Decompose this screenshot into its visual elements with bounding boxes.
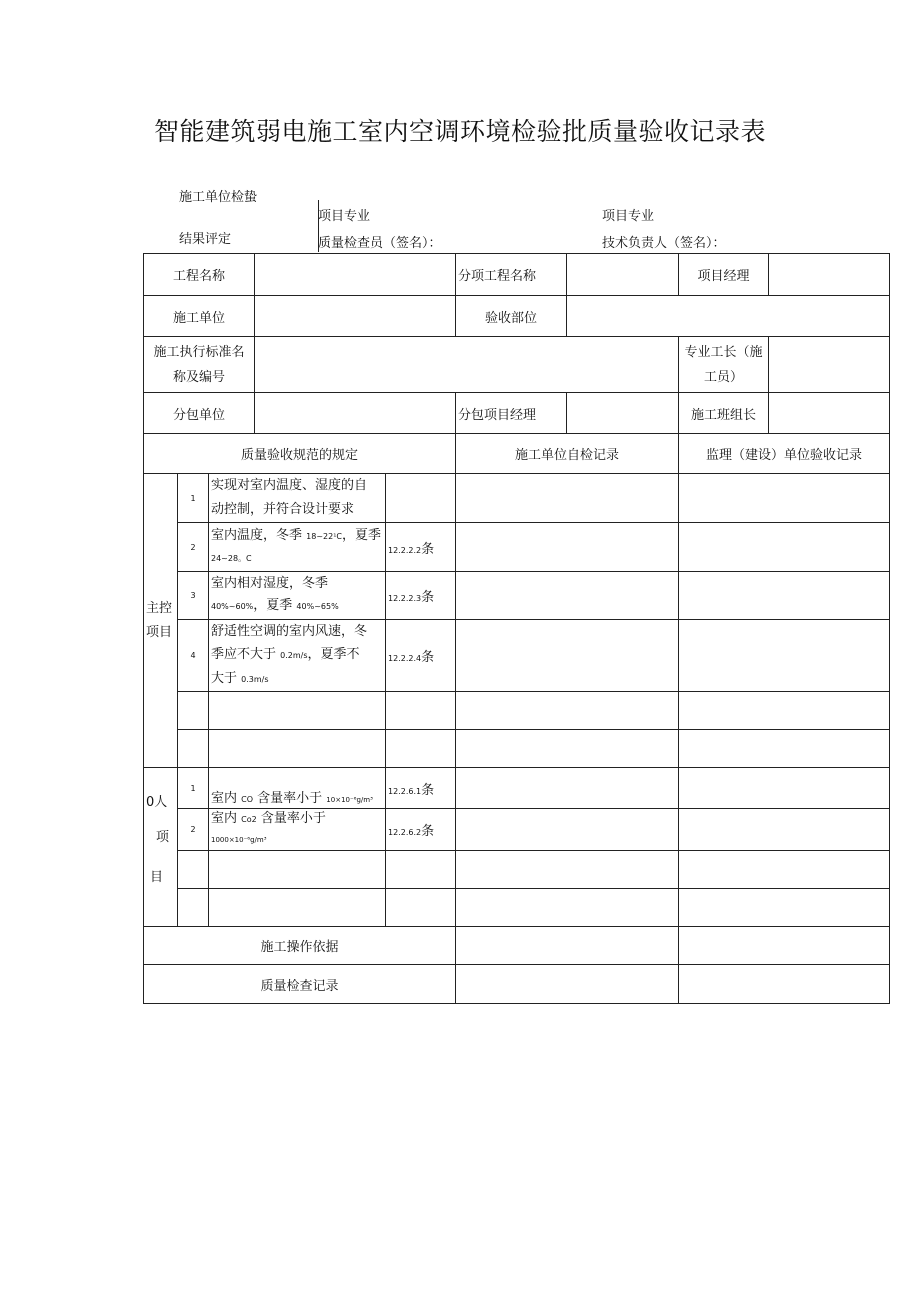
general-label-1: 0人	[146, 795, 168, 810]
self-check-cell[interactable]	[456, 523, 679, 572]
clause-number: 12.2.6.2	[388, 828, 422, 837]
co2-symbol: Co2	[241, 815, 257, 824]
general-label-3: 目	[150, 870, 164, 885]
item-description	[209, 572, 386, 620]
wind-speed-summer: 0.3m/s	[241, 675, 269, 684]
supervision-cell[interactable]	[679, 572, 890, 620]
clause-cell	[386, 474, 456, 523]
clause-cell[interactable]	[386, 730, 456, 768]
general-label-2: 项	[156, 830, 170, 845]
acceptance-part-value[interactable]	[567, 296, 890, 337]
team-leader-value[interactable]	[769, 393, 890, 434]
item-number	[178, 851, 209, 889]
clause-cell	[386, 809, 456, 851]
item-desc-text: 室内温度，冬季	[211, 527, 307, 543]
subcontractor-value[interactable]	[255, 393, 456, 434]
supervision-cell[interactable]	[679, 768, 890, 809]
foreman-label-line-1: 专业工长（施	[684, 344, 763, 360]
subcontractor-label: 分包单位	[144, 393, 255, 434]
main-control-label-2: 项目	[146, 624, 173, 640]
foreman-label	[679, 337, 769, 393]
item-desc-text: 室内	[211, 791, 242, 806]
self-eval-label-2: 结果评定	[179, 232, 232, 247]
project-name-label: 工程名称	[144, 254, 255, 296]
quality-inspector-label-1: 项目专业	[318, 209, 371, 224]
clause-cell	[386, 620, 456, 692]
self-check-cell[interactable]	[456, 768, 679, 809]
item-number	[178, 692, 209, 730]
item-description	[209, 474, 386, 523]
item-desc-text: ，夏季不	[307, 647, 360, 662]
self-check-cell[interactable]	[456, 692, 679, 730]
item-number: 4	[178, 620, 209, 692]
item-desc-text: 大于	[211, 671, 242, 686]
foreman-value[interactable]	[769, 337, 890, 393]
item-description	[209, 620, 386, 692]
tech-lead-label-2: 技术负责人（签名）：	[602, 236, 726, 251]
sub-manager-value[interactable]	[567, 393, 679, 434]
supervision-cell[interactable]	[679, 523, 890, 572]
item-number	[178, 730, 209, 768]
clause-number: 12.2.6.1	[388, 786, 422, 796]
supervision-cell[interactable]	[679, 474, 890, 523]
item-desc-text: 含量率小于	[253, 791, 327, 806]
sub-manager-label: 分包项目经理	[456, 393, 567, 434]
item-desc-text: ，夏季	[342, 527, 382, 543]
self-eval-label-1: 施工单位检蛰	[179, 190, 258, 205]
item-number	[178, 889, 209, 927]
spec-header: 质量验收规范的规定	[144, 434, 456, 474]
item-description[interactable]	[209, 692, 386, 730]
item-desc-line	[211, 667, 383, 691]
item-number: 3	[178, 572, 209, 620]
temperature-range-summer: 24~28。C	[211, 553, 252, 563]
item-number: 1	[178, 768, 209, 809]
supervision-header: 监理（建设）单位验收记录	[679, 434, 890, 474]
supervision-cell[interactable]	[679, 620, 890, 692]
clause-number: 12.2.2.2	[388, 545, 422, 555]
item-desc-line: 室内相对湿度，冬季	[211, 576, 329, 591]
item-number: 2	[178, 523, 209, 572]
item-description[interactable]	[209, 730, 386, 768]
operation-basis-value[interactable]	[456, 927, 679, 965]
quality-record-label: 质量检查记录	[144, 965, 456, 1004]
main-control-label-1: 主控	[146, 600, 173, 616]
clause-number: 12.2.2.3	[388, 594, 422, 603]
quality-inspector-label-2: 质量检查员（签名）：	[318, 236, 442, 251]
acceptance-part-label: 验收部位	[456, 296, 567, 337]
item-description	[209, 809, 386, 851]
item-description	[209, 523, 386, 572]
clause-unit: 条	[421, 541, 435, 557]
construction-unit-value[interactable]	[255, 296, 456, 337]
self-check-cell[interactable]	[456, 620, 679, 692]
item-desc-text: 季应不大于	[211, 647, 281, 662]
operation-basis-supervision[interactable]	[679, 927, 890, 965]
humidity-range-winter: 40%~60%	[211, 602, 254, 611]
item-desc-text: 含量率小于	[256, 811, 326, 826]
clause-cell	[386, 523, 456, 572]
co-limit: 10×10⁻⁶g/m³	[326, 796, 373, 804]
co2-limit: 1000×10⁻⁶g/m³	[211, 836, 267, 844]
self-check-cell[interactable]	[456, 730, 679, 768]
self-check-cell[interactable]	[456, 851, 679, 889]
item-desc-line: 舒适性空调的室内风速，冬	[211, 624, 368, 639]
self-check-cell[interactable]	[456, 889, 679, 927]
item-description[interactable]	[209, 851, 386, 889]
item-desc-line	[211, 643, 383, 667]
construction-unit-label: 施工单位	[144, 296, 255, 337]
tech-lead-label-1: 项目专业	[602, 209, 655, 224]
clause-number: 12.2.2.4	[388, 654, 422, 663]
main-control-group-label	[144, 474, 178, 768]
item-description[interactable]	[209, 889, 386, 927]
item-desc-text: ，夏季	[253, 598, 297, 613]
clause-cell	[386, 768, 456, 809]
project-name-value[interactable]	[255, 254, 456, 296]
co-symbol: CO	[241, 795, 254, 804]
self-check-cell[interactable]	[456, 572, 679, 620]
general-group-label	[144, 768, 178, 927]
item-desc-line: 实现对室内温度、湿度的自	[211, 478, 368, 493]
standard-value[interactable]	[255, 337, 679, 393]
supervision-cell[interactable]	[679, 851, 890, 889]
temperature-range-winter: 18~22¹C	[306, 531, 342, 541]
project-manager-label: 项目经理	[679, 254, 769, 296]
quality-record-supervision[interactable]	[679, 965, 890, 1004]
item-desc-line	[211, 809, 383, 830]
clause-unit: 条	[421, 824, 435, 839]
clause-unit: 条	[421, 590, 435, 605]
supervision-cell[interactable]	[679, 809, 890, 851]
wind-speed-winter: 0.2m/s	[280, 651, 308, 660]
clause-unit: 条	[421, 650, 435, 665]
page-title: 智能建筑弱电施工室内空调环境检验批质量验收记录表	[153, 117, 766, 146]
clause-cell[interactable]	[386, 851, 456, 889]
team-leader-label: 施工班组长	[679, 393, 769, 434]
item-description	[209, 768, 386, 809]
standard-label-line-1: 施工执行标准名	[153, 344, 245, 360]
self-check-cell[interactable]	[456, 474, 679, 523]
clause-unit: 条	[421, 782, 435, 798]
standard-label	[144, 337, 255, 393]
item-number: 1	[178, 474, 209, 523]
supervision-cell[interactable]	[679, 730, 890, 768]
humidity-range-summer: 40%~65%	[296, 602, 339, 611]
standard-label-line-2: 称及编号	[173, 369, 226, 385]
foreman-label-line-2: 工员）	[704, 369, 744, 385]
item-number: 2	[178, 809, 209, 851]
signature-divider	[318, 200, 319, 252]
supervision-cell[interactable]	[679, 889, 890, 927]
self-check-cell[interactable]	[456, 809, 679, 851]
quality-record-value[interactable]	[456, 965, 679, 1004]
clause-cell[interactable]	[386, 889, 456, 927]
clause-cell	[386, 572, 456, 620]
operation-basis-label: 施工操作依据	[144, 927, 456, 965]
clause-cell[interactable]	[386, 692, 456, 730]
acceptance-form-table	[143, 253, 890, 1004]
sub-project-name-label: 分项工程名称	[456, 254, 567, 296]
project-manager-value[interactable]	[769, 254, 890, 296]
sub-project-name-value[interactable]	[567, 254, 679, 296]
item-desc-line: 动控制，并符合设计要求	[211, 502, 355, 517]
supervision-cell[interactable]	[679, 692, 890, 730]
item-desc-text: 室内	[211, 811, 242, 826]
item-desc-line	[211, 595, 383, 618]
self-check-header: 施工单位自检记录	[456, 434, 679, 474]
item-desc-line	[211, 525, 383, 548]
